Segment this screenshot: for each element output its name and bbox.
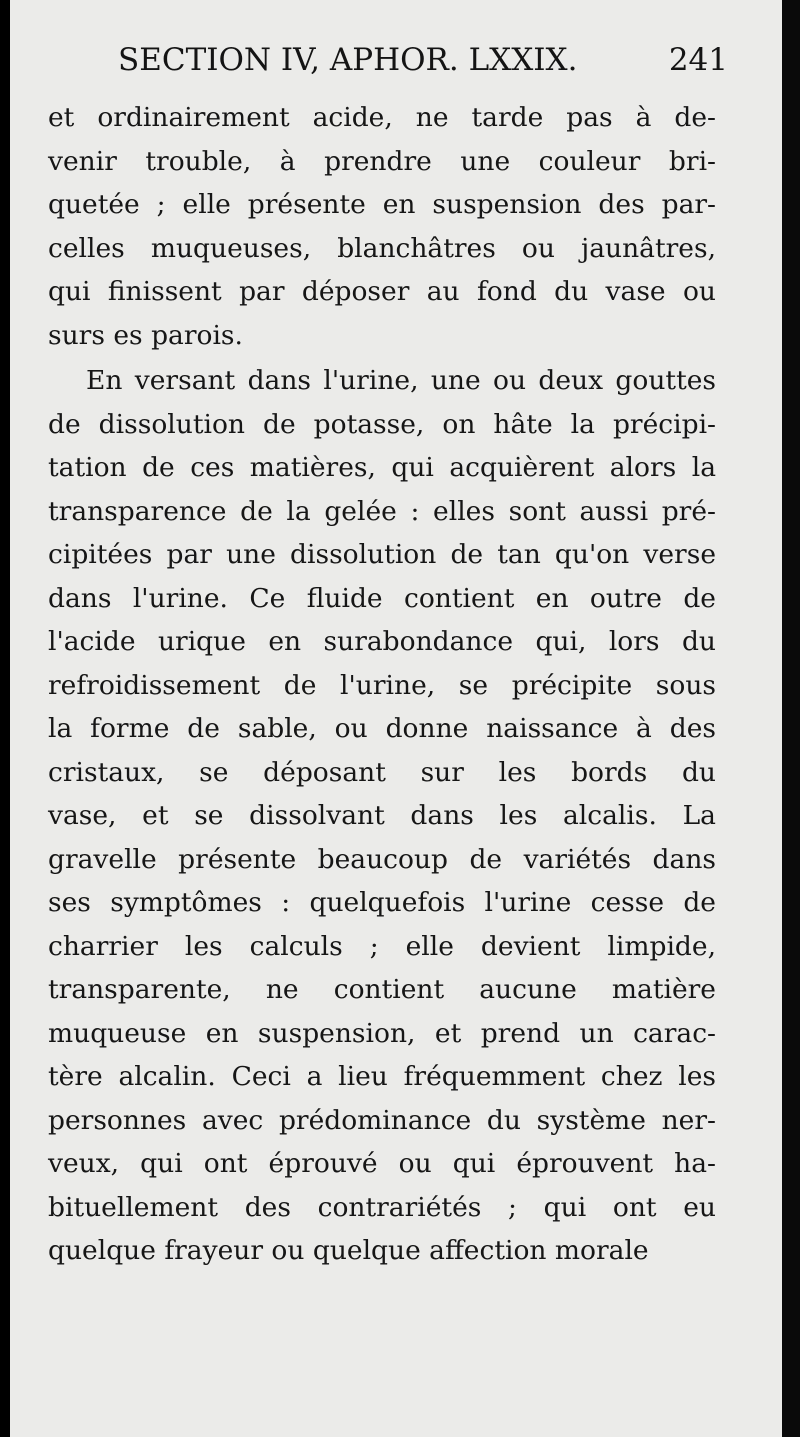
- text-line: venir trouble, à prendre une couleur bri-: [48, 145, 716, 177]
- text-line: quelque frayeur ou quelque affection morale: [48, 1235, 649, 1266]
- text-line: tation de ces matières, qui acquièrent alors la: [48, 452, 716, 483]
- text-line: cristaux, se déposant sur les bords du: [48, 756, 716, 788]
- text-line: gravelle présente beaucoup de variétés dans: [48, 843, 716, 875]
- text-line: charrier les calculs ; elle devient limpide,: [48, 930, 716, 962]
- text-line: En versant dans l'urine, une ou deux gouttes: [86, 365, 716, 396]
- text-line: refroidissement de l'urine, se précipite sous: [48, 669, 716, 701]
- text-line: et ordinairement acide, ne tarde pas à de-: [48, 102, 716, 133]
- text-line: transparence de la gelée : elles sont aussi pré-: [48, 495, 716, 527]
- text-line: quetée ; elle présente en suspension des par-: [48, 189, 716, 220]
- text-line: transparente, ne contient aucune matière: [48, 974, 716, 1005]
- text-line: dans l'urine. Ce fluide contient en outre de: [48, 582, 716, 614]
- text-line: celles muqueuses, blanchâtres ou jaunâtres,: [48, 232, 716, 264]
- text-line: personnes avec prédominance du système ner-: [48, 1104, 716, 1136]
- text-line: qui finissent par déposer au fond du vase ou: [48, 276, 716, 307]
- paragraph-1: [48, 96, 716, 357]
- text-line: de dissolution de potasse, on hâte la précipi-: [48, 408, 716, 440]
- text-line: veux, qui ont éprouvé ou qui éprouvent ha-: [48, 1148, 716, 1179]
- text-line: l'acide urique en surabondance qui, lors du: [48, 626, 716, 657]
- text-line: cipitées par une dissolution de tan qu'on verse: [48, 539, 716, 570]
- page-number: 241: [668, 42, 728, 78]
- text-line: tère alcalin. Ceci a lieu fréquemment chez les: [48, 1061, 716, 1092]
- text-line: bituellement des contrariétés ; qui ont eu: [48, 1191, 716, 1223]
- text-line: muqueuse en suspension, et prend un carac-: [48, 1017, 716, 1049]
- text-line: la forme de sable, ou donne naissance à des: [48, 713, 716, 744]
- paragraph-2: [48, 359, 716, 1273]
- running-header: [118, 42, 728, 90]
- text-line: vase, et se dissolvant dans les alcalis. La: [48, 800, 716, 831]
- page-edge-shadow: [782, 0, 800, 1437]
- text-line: ses symptômes : quelquefois l'urine cesse de: [48, 887, 716, 918]
- book-page: [10, 0, 782, 1437]
- section-heading: SECTION IV, APHOR. LXXIX.: [118, 42, 578, 78]
- text-line: surs es parois.: [48, 319, 243, 351]
